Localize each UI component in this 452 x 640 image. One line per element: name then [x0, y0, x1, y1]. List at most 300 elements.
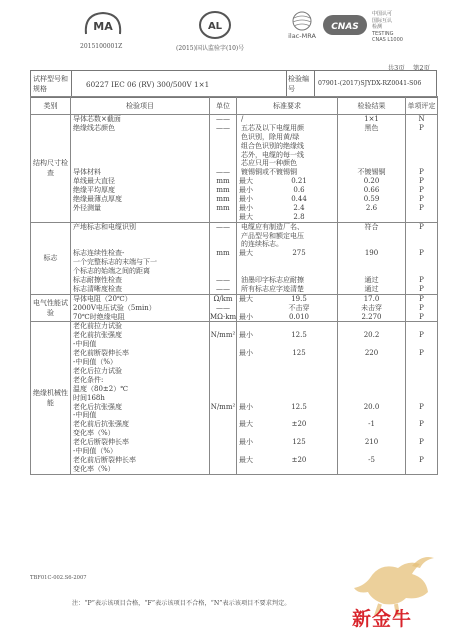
result-line — [338, 465, 405, 474]
requirement-line — [237, 249, 337, 258]
requirement-value: 0.21 — [291, 177, 307, 186]
requirement-qualifier: 最小 — [239, 402, 253, 411]
result-line: 1×1 — [364, 115, 379, 123]
rating-line — [406, 240, 437, 249]
rating-line — [406, 151, 437, 160]
unit-line: —— — [216, 222, 230, 231]
rating-line: P — [419, 186, 424, 195]
rating-line — [406, 142, 437, 151]
rating-line: N — [418, 115, 425, 123]
item-line: 绝缘最薄点厚度 — [73, 195, 122, 204]
result-line: 0.66 — [363, 186, 380, 195]
result-line — [338, 258, 405, 267]
result-cell — [338, 322, 406, 474]
result-line: 2.270 — [361, 312, 382, 321]
unit-line: Ω/km — [213, 294, 233, 303]
rating-line: P — [419, 331, 424, 340]
unit-line — [210, 438, 236, 447]
result-line — [338, 159, 405, 168]
requirement-line — [237, 367, 337, 376]
result-line — [338, 322, 405, 331]
requirement-line — [237, 331, 337, 340]
unit-line: —— — [216, 303, 230, 312]
requirement-line — [237, 285, 337, 294]
item-line — [71, 142, 209, 151]
item-line: 标志耐擦性检查 — [73, 276, 122, 285]
rating-line: P — [419, 420, 424, 429]
unit-line — [210, 232, 236, 241]
result-line — [338, 142, 405, 151]
requirement-line — [237, 159, 337, 168]
svg-text:MA: MA — [93, 20, 113, 33]
requirement-value: 芯应只用一种颜色 — [241, 159, 297, 168]
item-line: 老化前后抗张强度 — [73, 420, 129, 429]
result-line: 0.20 — [363, 177, 380, 186]
requirement-cell — [237, 115, 338, 223]
item-line: 导体材料 — [73, 168, 101, 177]
requirement-line — [237, 456, 337, 465]
requirement-line — [237, 420, 337, 429]
item-line: 老化条件: — [73, 375, 104, 384]
item-line: 外径测量 — [73, 203, 101, 212]
unit-cell — [210, 322, 237, 474]
item-line: 老化前拉力试验 — [73, 322, 122, 331]
rating-line — [406, 367, 437, 376]
unit-line — [210, 340, 236, 349]
requirement-value: 的连续标志。 — [241, 240, 283, 249]
unit-line: —— — [216, 276, 230, 285]
result-line: 0.59 — [363, 195, 380, 204]
requirement-qualifier: 最小 — [239, 438, 253, 447]
requirement-value — [239, 447, 337, 456]
result-line — [338, 232, 405, 241]
result-line — [338, 385, 405, 394]
requirement-line — [237, 385, 337, 394]
rating-line — [406, 358, 437, 367]
requirement-line — [237, 267, 337, 276]
rating-line: P — [419, 303, 424, 312]
unit-cell — [210, 222, 237, 294]
item-cell — [71, 115, 210, 223]
page-total: 共3页 — [387, 64, 405, 72]
result-line: 通过 — [364, 276, 379, 285]
col-header-rating: 单项评定 — [406, 97, 438, 115]
col-header-unit: 单位 — [210, 97, 237, 115]
result-line — [338, 240, 405, 249]
item-line: 一个完整标志的末端与下一 — [73, 258, 157, 267]
rating-cell — [406, 222, 438, 294]
unit-line — [210, 394, 236, 403]
requirement-line — [237, 340, 337, 349]
unit-line: N/mm² — [210, 331, 236, 340]
rating-cell — [406, 294, 438, 322]
unit-line — [210, 258, 236, 267]
item-line: 老化前断裂伸长率 — [73, 349, 129, 358]
requirement-qualifier: 最大 — [239, 177, 253, 186]
result-cell — [338, 294, 406, 322]
result-line — [338, 340, 405, 349]
unit-line — [210, 159, 236, 168]
rating-line — [406, 322, 437, 331]
unit-line — [210, 349, 236, 358]
requirement-value — [239, 394, 337, 403]
rating-line: P — [419, 203, 424, 212]
requirement-value: 不击穿 — [288, 303, 310, 312]
unit-cell — [210, 294, 237, 322]
requirement-value: 0.6 — [293, 186, 305, 195]
rating-line — [406, 465, 437, 474]
rating-line: P — [419, 195, 424, 204]
item-line: 变化率（%） — [73, 464, 115, 473]
requirement-value: 19.5 — [291, 294, 307, 303]
rating-line: P — [419, 249, 424, 258]
unit-line — [210, 240, 236, 249]
requirement-value — [239, 267, 337, 276]
item-line: 导体电阻（20℃） — [73, 294, 132, 303]
unit-line — [210, 411, 236, 420]
test-no: 07901-(2017)SJYDX-RZ0041-S06 — [318, 80, 422, 87]
requirement-cell — [237, 322, 338, 474]
item-line: 标志连续性检查- — [73, 249, 125, 258]
rating-line: P — [419, 455, 424, 464]
unit-line — [210, 322, 236, 331]
result-line — [338, 151, 405, 160]
item-line: -中间值（%） — [73, 446, 118, 455]
unit-line: mm — [216, 186, 230, 195]
requirement-value: 2.8 — [293, 212, 305, 221]
requirement-line — [237, 376, 337, 385]
result-line: 2.6 — [365, 203, 378, 212]
header-logos — [0, 10, 452, 50]
result-cell — [338, 115, 406, 223]
unit-cell — [210, 115, 237, 223]
unit-line — [210, 385, 236, 394]
unit-line: mm — [216, 249, 230, 258]
unit-line: mm — [216, 177, 230, 186]
requirement-line — [237, 465, 337, 474]
item-line: 温度（80±2）℃ — [73, 384, 129, 393]
requirement-line — [237, 295, 337, 304]
rating-line: P — [419, 312, 424, 321]
rating-line: P — [419, 222, 424, 231]
requirement-qualifier: 最小 — [239, 331, 253, 340]
rating-line — [406, 385, 437, 394]
unit-line — [210, 367, 236, 376]
item-cell — [71, 222, 210, 294]
requirement-qualifier: 最小 — [239, 203, 253, 212]
rating-line — [406, 267, 437, 276]
category-cell: 绝缘机械性能 — [31, 322, 71, 474]
item-line — [71, 232, 209, 241]
unit-line — [210, 456, 236, 465]
requirement-value — [239, 258, 337, 267]
requirement-value: 12.5 — [291, 331, 307, 340]
requirement-value: 275 — [292, 249, 306, 258]
table-section-row — [31, 322, 438, 474]
unit-line — [210, 376, 236, 385]
rating-line — [406, 340, 437, 349]
svg-text:CNAS: CNAS — [331, 22, 359, 32]
sample-name: 60227 IEC 06 (RV) 300/500V 1×1 — [86, 80, 210, 89]
result-line — [338, 411, 405, 420]
table-header-row — [31, 97, 438, 115]
result-line — [338, 447, 405, 456]
requirement-value: ±20 — [291, 455, 307, 464]
requirement-value — [239, 465, 337, 474]
cnas-text-block: 中国认可 国际互认 检测 TESTING CNAS L1000 — [372, 11, 403, 43]
requirement-qualifier: 最大 — [239, 249, 253, 258]
result-line: 20.0 — [363, 402, 380, 411]
item-line: 产地标志和电缆识别 — [73, 222, 136, 231]
result-line — [338, 133, 405, 142]
svg-text:AL: AL — [207, 21, 223, 32]
unit-line — [210, 447, 236, 456]
requirement-value: 0.44 — [291, 195, 307, 204]
sample-info-box — [30, 70, 437, 98]
cnas-logo — [322, 12, 368, 38]
unit-line — [210, 151, 236, 160]
unit-line: —— — [216, 115, 230, 123]
rating-line: P — [419, 177, 424, 186]
result-line: -1 — [368, 420, 375, 429]
requirement-value — [239, 367, 337, 376]
requirement-value: 0.010 — [288, 312, 310, 321]
requirement-qualifier: 最小 — [239, 312, 253, 321]
requirement-line — [237, 258, 337, 267]
requirement-value: / — [241, 115, 244, 123]
cal-cert-number: (2015)国认监验字(10)号 — [176, 45, 245, 52]
unit-line: mm — [216, 203, 230, 212]
result-line — [338, 394, 405, 403]
requirement-value: 所有标志应字迹清楚 — [241, 284, 304, 293]
item-line: -中间值 — [73, 340, 97, 349]
item-line: 老化后拉力试验 — [73, 366, 122, 375]
item-line: 绝缘线芯颜色 — [73, 123, 115, 132]
requirement-value: 2.4 — [293, 203, 305, 212]
unit-line — [210, 358, 236, 367]
rating-line — [406, 133, 437, 142]
requirement-qualifier: 最小 — [239, 186, 253, 195]
test-results-table — [30, 96, 438, 475]
rating-line: P — [419, 168, 424, 177]
requirement-line — [237, 394, 337, 403]
requirement-line — [237, 142, 337, 151]
item-line: -中间值（%） — [73, 358, 118, 367]
category-cell: 标志 — [31, 222, 71, 294]
requirement-line — [237, 223, 337, 232]
item-line: 2000V电压试验（5min） — [73, 303, 156, 312]
requirement-line — [237, 177, 337, 186]
col-header-item: 检验项目 — [71, 97, 210, 115]
result-line — [338, 358, 405, 367]
item-line: 老化后抗张强度 — [73, 402, 122, 411]
requirement-value — [239, 358, 337, 367]
requirement-line — [237, 186, 337, 195]
rating-line: P — [419, 294, 424, 303]
requirement-line — [237, 411, 337, 420]
unit-line — [210, 142, 236, 151]
result-line: 不镀锡铜 — [357, 168, 386, 177]
requirement-qualifier: 最大 — [239, 455, 253, 464]
rating-line — [406, 429, 437, 438]
unit-line: —— — [216, 284, 230, 293]
item-line: 时间168h — [73, 393, 105, 402]
rating-line: P — [419, 284, 424, 293]
requirement-line — [237, 276, 337, 285]
col-header-requirement: 标准要求 — [237, 97, 338, 115]
result-line: 220 — [364, 349, 379, 358]
unit-line — [210, 213, 236, 222]
unit-line: N/mm² — [210, 402, 236, 411]
unit-line — [210, 465, 236, 474]
requirement-line — [237, 349, 337, 358]
rating-line: P — [419, 402, 424, 411]
requirement-value: 12.5 — [291, 402, 307, 411]
test-no-label: 检验编号 — [288, 75, 309, 93]
table-section-row — [31, 222, 438, 294]
unit-line: MΩ·km — [210, 312, 237, 321]
svg-text:ilac-MRA: ilac-MRA — [288, 32, 316, 40]
footnote: 注：“P”表示该项目合格，“F”表示该项目不合格，“N”表示该项目不要求判定。 — [72, 600, 291, 607]
rating-line — [406, 376, 437, 385]
requirement-line — [237, 438, 337, 447]
requirement-value — [239, 411, 337, 420]
result-line: 190 — [364, 249, 379, 258]
requirement-qualifier: 最小 — [239, 195, 253, 204]
requirement-cell — [237, 294, 338, 322]
result-line — [338, 376, 405, 385]
requirement-line — [237, 124, 337, 133]
item-line — [71, 133, 209, 142]
requirement-qualifier: 最大 — [239, 294, 253, 303]
unit-line — [210, 267, 236, 276]
requirement-line — [237, 304, 337, 313]
requirement-value — [239, 376, 337, 385]
requirement-line — [237, 133, 337, 142]
result-line: 通过 — [364, 284, 379, 293]
requirement-value: ±20 — [291, 420, 307, 429]
requirement-qualifier: 最大 — [239, 212, 253, 221]
item-line: 变化率（%） — [73, 429, 115, 438]
rating-line — [406, 213, 437, 222]
result-cell — [338, 222, 406, 294]
cal-logo — [198, 10, 232, 40]
rating-line: P — [419, 349, 424, 358]
unit-line: mm — [216, 195, 230, 204]
item-line: 老化前后断裂伸长率 — [73, 455, 136, 464]
requirement-value: 产品型号和额定电压 — [241, 231, 304, 240]
requirement-line — [237, 195, 337, 204]
result-line: 17.0 — [363, 294, 380, 303]
form-code: TBF01C-002.S6-2007 — [30, 575, 87, 581]
requirement-qualifier — [237, 304, 261, 313]
item-line: 标志清晰度检查 — [73, 284, 122, 293]
requirement-value: 125 — [292, 349, 306, 358]
requirement-value — [239, 385, 337, 394]
item-cell — [71, 322, 210, 474]
col-header-result: 检验结果 — [338, 97, 406, 115]
rating-line — [406, 258, 437, 267]
item-line — [71, 159, 209, 168]
sample-label: 试样型号和规格 — [33, 75, 68, 93]
requirement-value: 油墨印字标志应耐擦 — [241, 276, 304, 285]
ilac-mra-logo — [282, 10, 322, 40]
result-line: 未击穿 — [361, 303, 382, 312]
item-line: 导体芯数×截面 — [73, 115, 121, 123]
unit-line — [210, 420, 236, 429]
item-line: 绝缘平均厚度 — [73, 186, 115, 195]
requirement-line — [237, 213, 337, 222]
item-line: 单线最大直径 — [73, 177, 115, 186]
requirement-line — [237, 403, 337, 412]
requirement-value — [239, 322, 337, 331]
requirement-line — [237, 168, 337, 177]
result-line — [338, 213, 405, 222]
item-line: 老化后断裂伸长率 — [73, 438, 129, 447]
requirement-value: 镀锡铜或不镀锡铜 — [241, 168, 297, 177]
requirement-value — [239, 340, 337, 349]
result-line: 符合 — [364, 222, 379, 231]
rating-line: P — [419, 438, 424, 447]
requirement-value: 芯外，电缆的每一线 — [241, 150, 304, 159]
item-line: 个标志的始端之间的距离 — [73, 267, 150, 276]
requirement-line — [237, 313, 337, 322]
requirement-line — [237, 429, 337, 438]
requirement-qualifier: 最大 — [239, 420, 253, 429]
item-line: 70℃时绝缘电阻 — [73, 312, 125, 321]
requirement-line — [237, 204, 337, 213]
item-line: -中间值 — [73, 411, 97, 420]
brand-name: 新金牛 — [352, 608, 413, 630]
result-line — [338, 429, 405, 438]
requirement-value: 五芯及以下电缆用颜 — [241, 123, 304, 132]
category-cell: 电气性能试验 — [31, 294, 71, 322]
requirement-value: 125 — [292, 438, 306, 447]
rating-cell — [406, 115, 438, 223]
rating-line — [406, 447, 437, 456]
item-line — [71, 151, 209, 160]
requirement-line — [237, 358, 337, 367]
requirement-qualifier: 最小 — [239, 349, 253, 358]
result-line: -5 — [368, 455, 375, 464]
unit-line: —— — [216, 123, 230, 132]
rating-line: P — [419, 276, 424, 285]
col-header-category: 类别 — [31, 97, 71, 115]
page-current: 第2页 — [412, 64, 430, 72]
requirement-line — [237, 115, 337, 124]
rating-line — [406, 232, 437, 241]
requirement-value: 组合色识别的绝缘线 — [241, 141, 304, 150]
requirement-line — [237, 447, 337, 456]
unit-line — [210, 429, 236, 438]
requirement-cell — [237, 222, 338, 294]
result-line — [338, 267, 405, 276]
cma-logo — [82, 10, 124, 38]
result-line: 210 — [364, 438, 379, 447]
result-line: 黑色 — [364, 123, 379, 132]
item-line: 老化前抗张强度 — [73, 331, 122, 340]
requirement-value: 色识别，除用黄/绿 — [241, 132, 300, 141]
rating-cell — [406, 322, 438, 474]
rating-line — [406, 394, 437, 403]
unit-line: —— — [216, 168, 230, 177]
rating-line — [406, 159, 437, 168]
rating-line: P — [419, 123, 424, 132]
item-cell — [71, 294, 210, 322]
unit-line — [210, 133, 236, 142]
result-line: 20.2 — [363, 331, 380, 340]
cma-cert-number: 2015100001Z — [80, 43, 123, 50]
